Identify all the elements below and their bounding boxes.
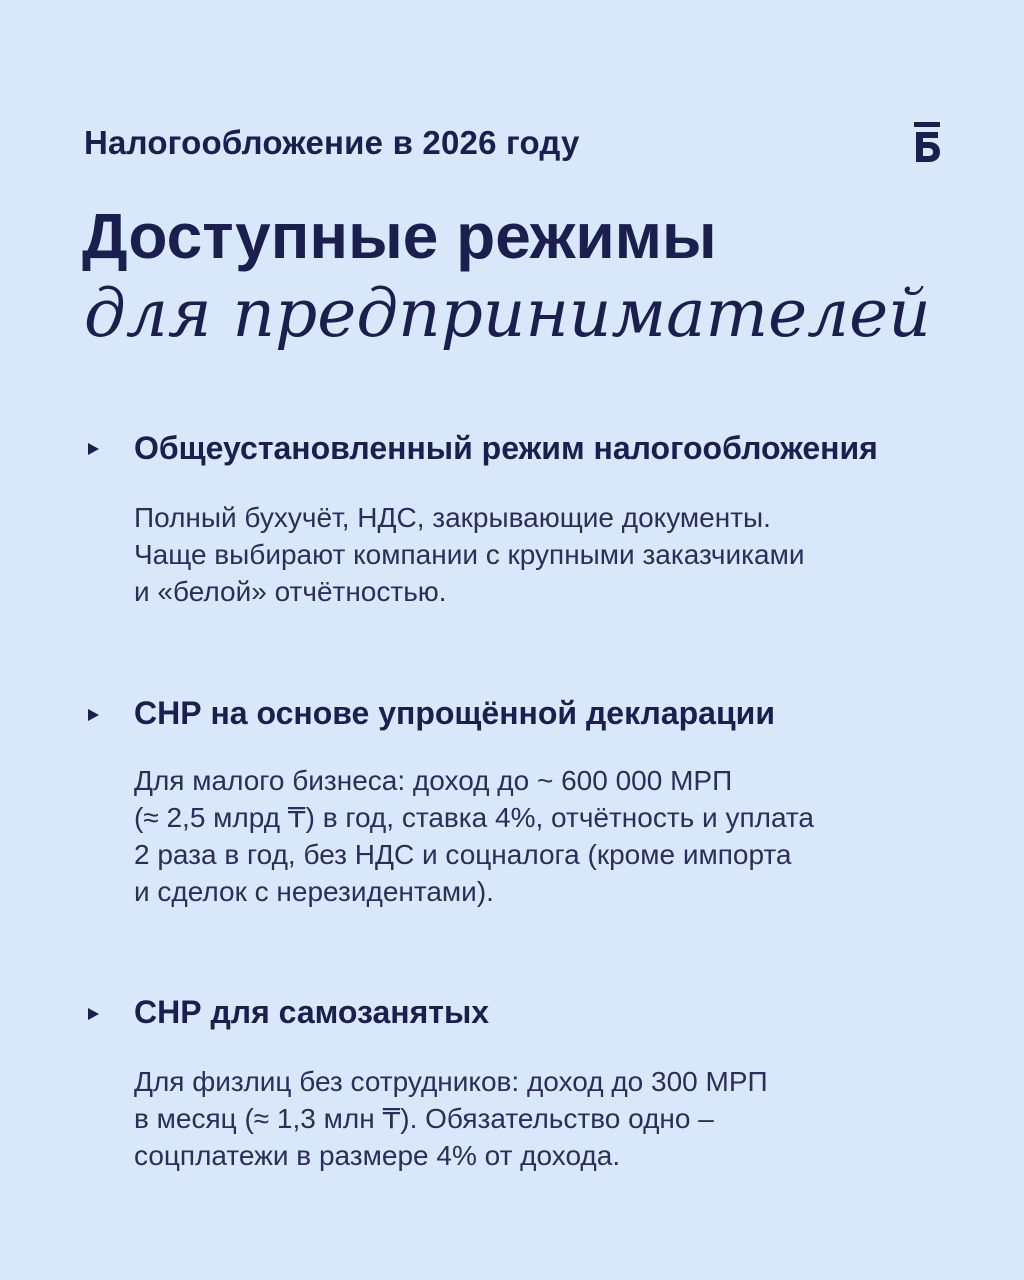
section-body-line: Для физлиц без сотрудников: доход до 300 МРП bbox=[134, 1066, 768, 1097]
bullet-icon bbox=[88, 443, 99, 455]
section-heading: Общеустановленный режим налогообложения bbox=[134, 430, 878, 466]
logo-b-icon bbox=[912, 122, 942, 164]
bullet-icon bbox=[88, 709, 99, 721]
section-body-line: (≈ 2,5 млрд ₸) в год, ставка 4%, отчётность и уплата bbox=[134, 802, 814, 833]
section-body bbox=[134, 762, 954, 910]
section-body-line: 2 раза в год, без НДС и соцналога (кроме импорта bbox=[134, 839, 792, 870]
section-body-line: соцплатежи в размере 4% от дохода. bbox=[134, 1140, 621, 1171]
section-heading: СНР на основе упрощённой декларации bbox=[134, 695, 775, 731]
page-title-script: для предпринимателей bbox=[84, 275, 931, 352]
section-body-line: Чаще выбирают компании с крупными заказчиками bbox=[134, 539, 805, 570]
page-subtitle: Налогообложение в 2026 году bbox=[84, 124, 580, 161]
page-title: Доступные режимы bbox=[82, 200, 717, 272]
section-body bbox=[134, 499, 954, 610]
section-body-line: и «белой» отчётностью. bbox=[134, 576, 447, 607]
section-body-line: Полный бухучёт, НДС, закрывающие документы. bbox=[134, 502, 771, 533]
bullet-icon bbox=[88, 1008, 99, 1020]
section-heading: СНР для самозанятых bbox=[134, 994, 490, 1030]
section-body bbox=[134, 1063, 954, 1174]
section-body-line: Для малого бизнеса: доход до ~ 600 000 МРП bbox=[134, 765, 733, 796]
section-body-line: в месяц (≈ 1,3 млн ₸). Обязательство одно – bbox=[134, 1103, 714, 1134]
section-body-line: и сделок с нерезидентами). bbox=[134, 876, 494, 907]
